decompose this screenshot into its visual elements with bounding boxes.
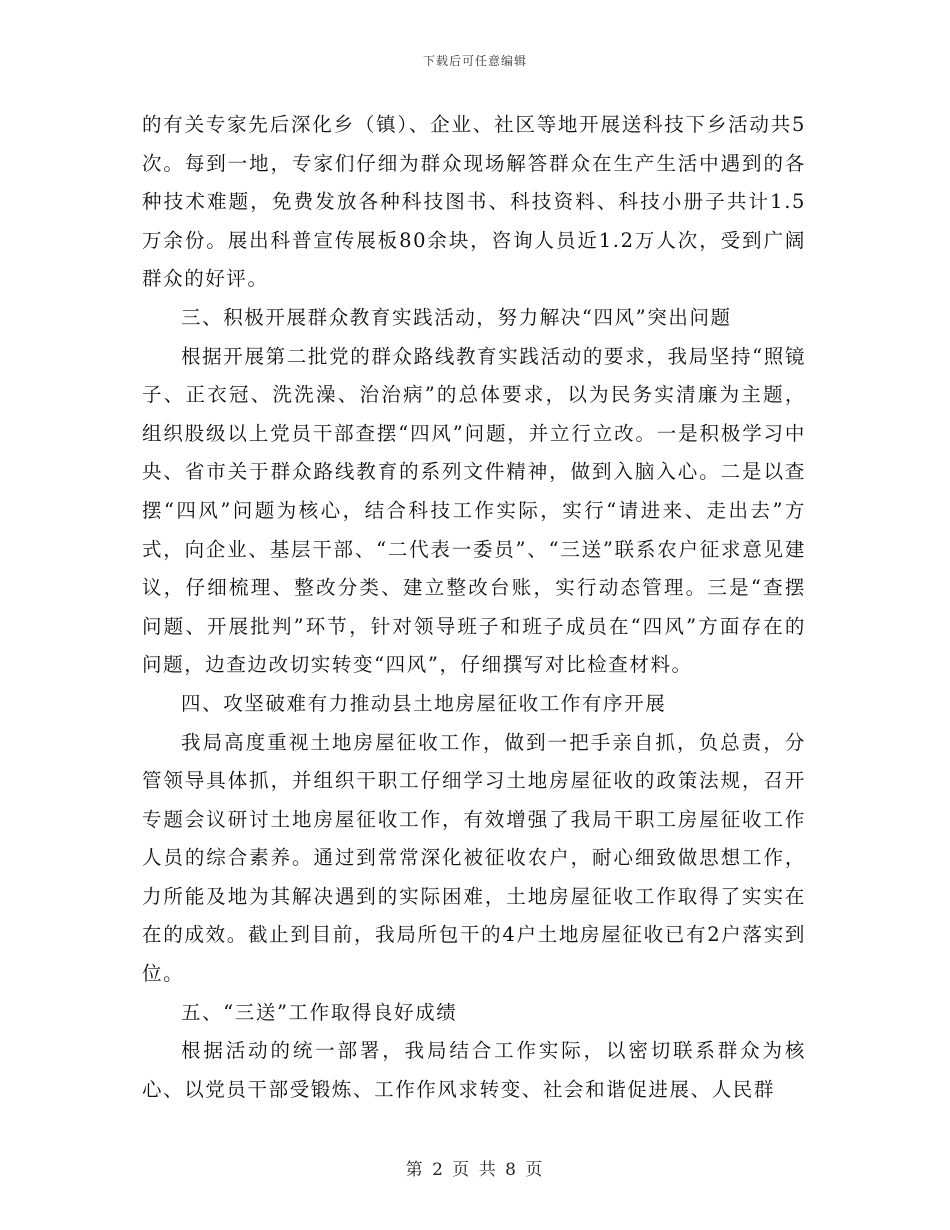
page-number: 第 2 页 共 8 页 xyxy=(405,1160,545,1180)
section-heading-5: 五、“三送”工作取得良好成绩 xyxy=(181,1000,458,1024)
paragraph-section-5: 根据活动的统一部署，我局结合工作实际，以密切联系群众为核心、以党员干部受锻炼、工作作风求转变、社会和谐促进展、人民群 xyxy=(142,1039,806,1101)
section-heading-3: 三、积极开展群众教育实践活动，努力解决“四风”突出问题 xyxy=(181,305,732,329)
section-heading-4: 四、攻坚破难有力推动县土地房屋征收工作有序开展 xyxy=(181,691,667,715)
page-header: 下载后可任意编辑 xyxy=(422,54,527,68)
paragraph-section-3: 根据开展第二批党的群众路线教育实践活动的要求，我局坚持“照镜子、正衣冠、洗洗澡、治治病”的总体要求，以为民务实清廉为主题，组织股级以上党员干部查摆“四风”问题，并立行立改。一是积极学习中央、省市关于群众路线教育的系列文件精神，做到入脑入心。二是以查摆“四风”问题为核心，结合科技工作实际，实行“请进来、走出去”方式，向企业、基层干部、“二代表一委员”、“三送”联系农户征求意见建议，仔细梳理、整改分类、建立整改台账，实行动态管理。三是“查摆问题、开展批判”环节，针对领导班子和班子成员在“四风”方面存在的问题，边查边改切实转变“四风”，仔细撰写对比检查材料。 xyxy=(142,344,806,677)
paragraph-continued: 的有关专家先后深化乡（镇）、企业、社区等地开展送科技下乡活动共5次。每到一地，专家们仔细为群众现场解答群众在生产生活中遇到的各种技术难题，免费发放各种科技图书、科技资料、科技小册子共计1.5万余份。展出科普宣传展板80余块，咨询人员近1.2万人次，受到广阔群众的好评。 xyxy=(142,113,806,291)
paragraph-section-4: 我局高度重视土地房屋征收工作，做到一把手亲自抓，负总责，分管领导具体抓，并组织干职工仔细学习土地房屋征收的政策法规，召开专题会议研讨土地房屋征收工作，有效增强了我局干职工房屋征收工作人员的综合素养。通过到常常深化被征收农户，耐心细致做思想工作，力所能及地为其解决遇到的实际困难，土地房屋征收工作取得了实实在在的成效。截止到目前，我局所包干的4户土地房屋征收已有2户落实到位。 xyxy=(142,730,806,986)
document-body xyxy=(142,106,806,1109)
